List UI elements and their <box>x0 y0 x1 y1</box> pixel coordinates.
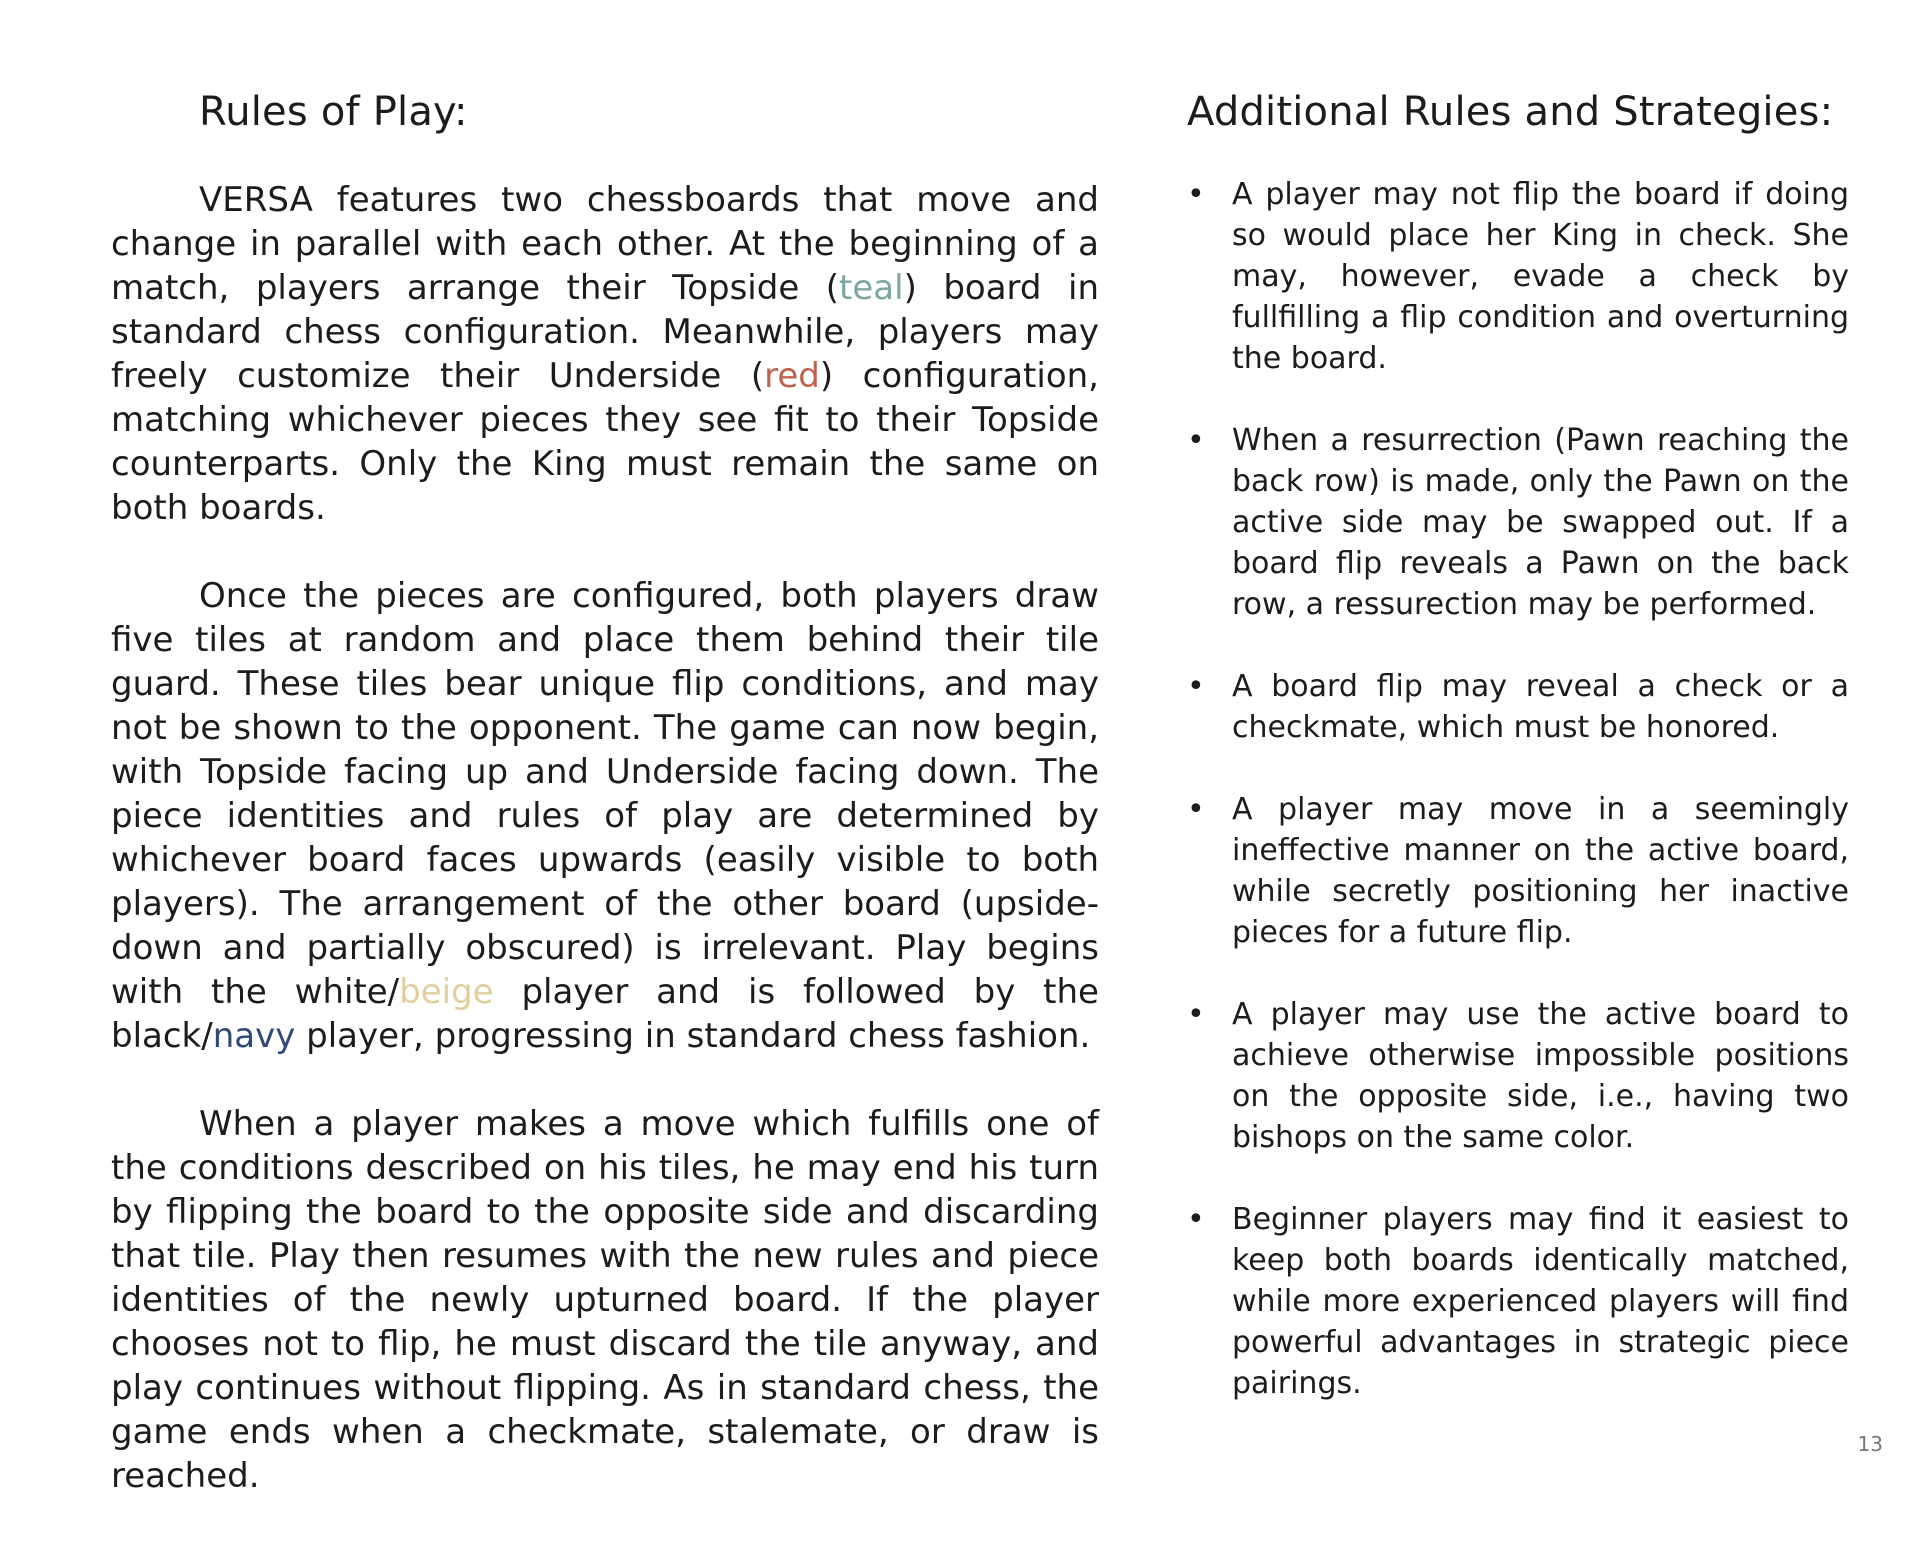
bullet-icon: • <box>1187 423 1205 458</box>
red-word: red <box>764 356 820 396</box>
bullet-icon: • <box>1187 669 1205 704</box>
bullet-icon: • <box>1187 792 1205 827</box>
paragraph-tiles: Once the pieces are configured, both players draw five tiles at random and place them behind their tile guard. These tiles bear unique flip conditions, and may not be shown to the opponent. The game can now begin, with Topside facing up and Underside facing down. The piece identities and rules of play are determined by whichever board faces upwards (easily visible to both players). The arrangement of the other board (upside-down and partially obscured) is irrelevant. Play begins with the white/beige player and is followed by the black/navy player, progressing in standard chess fashion. <box>111 576 1099 1056</box>
list-item: • A board flip may reveal a check or a checkmate, which must be honored. <box>1187 666 1849 748</box>
list-item: • A player may move in a seemingly ineffective manner on the active board, while secretly positioning her inactive pieces for a future flip. <box>1187 789 1849 953</box>
bullet-icon: • <box>1187 997 1205 1032</box>
list-item: • When a resurrection (Pawn reaching the back row) is made, only the Pawn on the active side may be swapped out. If a board flip reveals a Pawn on the back row, a ressurection may be performed. <box>1187 420 1849 625</box>
page-number: 13 <box>1857 1432 1883 1456</box>
strategy-list <box>1187 174 1849 1404</box>
list-item: • A player may use the active board to achieve otherwise impossible positions on the opposite side, i.e., having two bishops on the same color. <box>1187 994 1849 1158</box>
teal-word: teal <box>839 268 904 308</box>
bullet-icon: • <box>1187 1202 1205 1237</box>
additional-rules-column <box>1187 88 1849 1445</box>
beige-word: beige <box>399 972 494 1012</box>
rules-of-play-column <box>111 88 1099 1542</box>
navy-word: navy <box>212 1016 296 1056</box>
paragraph-flipping: When a player makes a move which fulfills one of the conditions described on his tiles, he may end his turn by flipping the board to the opposite side and discarding that tile. Play then resumes with the new rules and piece identities of the newly upturned board. If the player chooses not to flip, he must discard the tile anyway, and play continues without flipping. As in standard chess, the game ends when a checkmate, stalemate, or draw is reached. <box>111 1104 1099 1496</box>
additional-rules-heading: Additional Rules and Strategies: <box>1187 89 1834 135</box>
rules-of-play-heading: Rules of Play: <box>199 89 468 135</box>
list-item: • A player may not flip the board if doing so would place her King in check. She may, however, evade a check by fullfilling a flip condition and overturning the board. <box>1187 174 1849 379</box>
bullet-icon: • <box>1187 177 1205 212</box>
paragraph-setup: VERSA features two chessboards that move and change in parallel with each other. At the beginning of a match, players arrange their Topside (teal) board in standard chess configuration. Meanwhile, players may freely customize their Underside (red) configuration, matching whichever pieces they see fit to their Topside counterparts. Only the King must remain the same on both boards. <box>111 180 1099 528</box>
list-item: • Beginner players may find it easiest to keep both boards identically matched, while more experienced players will find powerful advantages in strategic piece pairings. <box>1187 1199 1849 1404</box>
